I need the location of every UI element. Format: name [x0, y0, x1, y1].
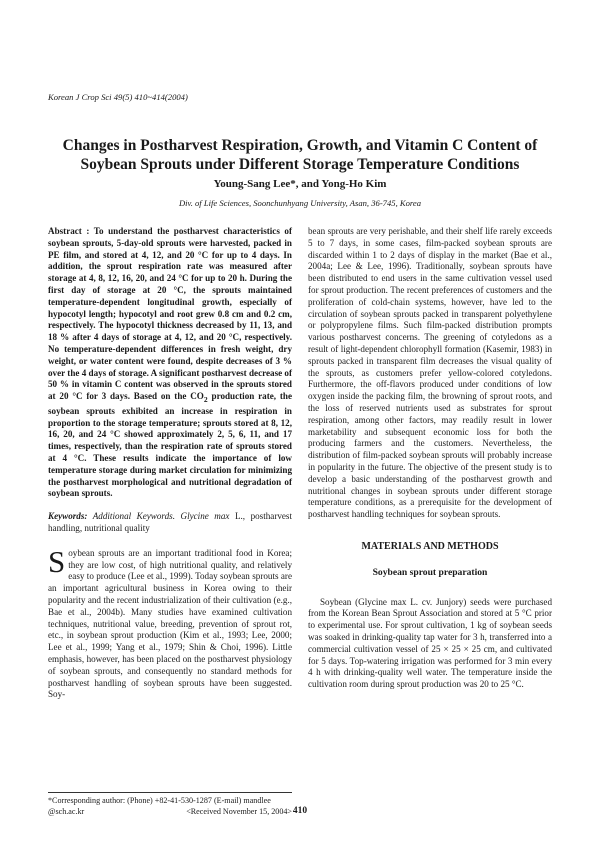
right-column [308, 226, 552, 691]
left-column [48, 226, 292, 701]
subsection-heading: Soybean sprout preparation [372, 566, 488, 578]
co2-subscript: 2 [203, 394, 208, 404]
paper-affiliation: Div. of Life Sciences, Soonchunhyang University, Asan, 36-745, Korea [178, 198, 422, 208]
paper-title: Changes in Postharvest Respiration, Growth, and Vitamin C Content of Soybean Sprouts under Different Storage Temperature Conditions [62, 137, 538, 173]
introduction-paragraph: Soybean sprouts are an important traditional food in Korea; they are low cost, of high nutritional quality, and relatively easy to produce (Lee et al., 1999). Today soybean sprouts are an important agricultural business in Korea owing to their popularity and the recent industrialization of their cultivation (e.g., Bae et al., 2004b). Many studies have examined cultivation techniques, nutritional value, breeding, prevention of sprout rot, etc., in soybean sprout production (Kim et al., 1993; Lee, 2000; Lee et al., 1999; Yang et al., 1979; Shin & Choi, 1996). Little emphasis, however, has been placed on the postharvest physiology of soybean sprouts, and consequently no standard methods for postharvest handling of soybean sprouts have been suggested. Soy- [48, 543, 292, 700]
abstract: Abstract : To understand the postharvest characteristics of soybean sprouts, 5-day-old sprouts were harvested, packed in PE film, and stored at 4, 12, and 20 °C for up to 4 days. In addition, the sprout respiration rate was measured after storage at 4, 8, 12, 16, 20, and 24 °C for up to 20 h. During the first day of storage at 20 °C, the sprouts maintained temperature-dependent longitudinal growth, especially of hypocotyl length; hypocotyl and root grew 0.8 cm and 0.2 cm, respectively. The hypocotyl thickness decreased by 11, 13, and 18 % after 4 days of storage at 4, 12, and 20 °C, respectively. No temperature-dependent differences in fresh weight, dry weight, or water content were found, despite decreases of 3 % over the 4 days of storage. A significant postharvest decrease of 50 % in vitamin C content was observed in the sprouts stored at 20 °C for 3 days. Based on the $CO_2$ production rate, the soybean sprouts exhibited an increase in respiration in proportion to the storage temperature; sprouts stored at 8, 12, 16, 20, and 24 °C showed approximately 2, 5, 6, 11, and 17 times, respectively, than the respiration rate of sprouts stored at 4 °C. These results indicate the importance of low temperature storage during market circulation for minimizing the postharvest morphological and nutritional degradation of soybean sprouts. [48, 226, 292, 499]
section-heading: MATERIALS AND METHODS [361, 540, 499, 552]
corresponding-author-footnote: *Corresponding author: (Phone) +82-41-530-1287 (E-mail) mandlee @sch.ac.kr <Received November 15, 2004> [48, 792, 292, 817]
journal-citation: Korean J Crop Sci 49(5) 410~414(2004) [48, 92, 188, 102]
keywords: Keywords: Additional Keywords. Glycine max L., postharvest handling, nutritional quality [48, 511, 293, 533]
introduction-continued: bean sprouts are very perishable, and their shelf life rarely exceeds 5 to 7 days, in some cases, film-packed soybean sprouts are discarded within 1 to 2 days of display in the market (Bae et al., 2004a; Lee & Lee, 1996). Traditionally, soybean sprouts have been distributed to end users in the same cultivation vessel used for sprout production. The recent preferences of customers and the proliferation of cold-chain systems, however, have led to the circulation of soybean sprouts packed in transparent polyethylene or polypropylene films. Such film-packed distribution prompts various postharvest concerns. The greening of cotyledons as a result of light-dependent chlorophyll formation (Kasemir, 1983) in sprouts packed in transparent film decreases the visual quality of the sprouts, as customers prefer yellow-colored cotyledons. Furthermore, the off-flavors produced under conditions of low oxygen inside the packing film, the browning of sprout roots, and the loss of reserved nutrients used as substrates for sprout respiration, among other factors, may readily result in lower marketability and subsequent economic loss for both the producing farmers and the customers. Nevertheless, the distribution of film-packed soybean sprouts will probably increase in popularity in the future. The objective of the present study is to develop a basic understanding of the postharvest growth and nutritional changes in soybean sprouts under different storage temperature conditions, as a prerequisite for the development of postharvest handling techniques for soybean sprouts. [308, 226, 552, 520]
drop-cap: S [48, 543, 66, 579]
methods-paragraph: Soybean (Glycine max L. cv. Junjory) seeds were purchased from the Korean Bean Sprout Association and stored at 5 °C prior to experimental use. For sprout cultivation, 1 kg of soybean seeds was soaked in drinking-quality tap water for 3 h, transferred into a commercial cultivation vessel of 25 × 25 × 25 cm, and cultivated for 5 days. Top-watering irrigation was performed for 3 min every 4 h with drinking-quality well water. The temperature inside the cultivation room during sprout production was 20 to 25 °C. [308, 596, 552, 690]
page-number: 410 [292, 806, 308, 816]
paper-authors: Young-Sang Lee*, and Yong-Ho Kim [213, 178, 387, 190]
